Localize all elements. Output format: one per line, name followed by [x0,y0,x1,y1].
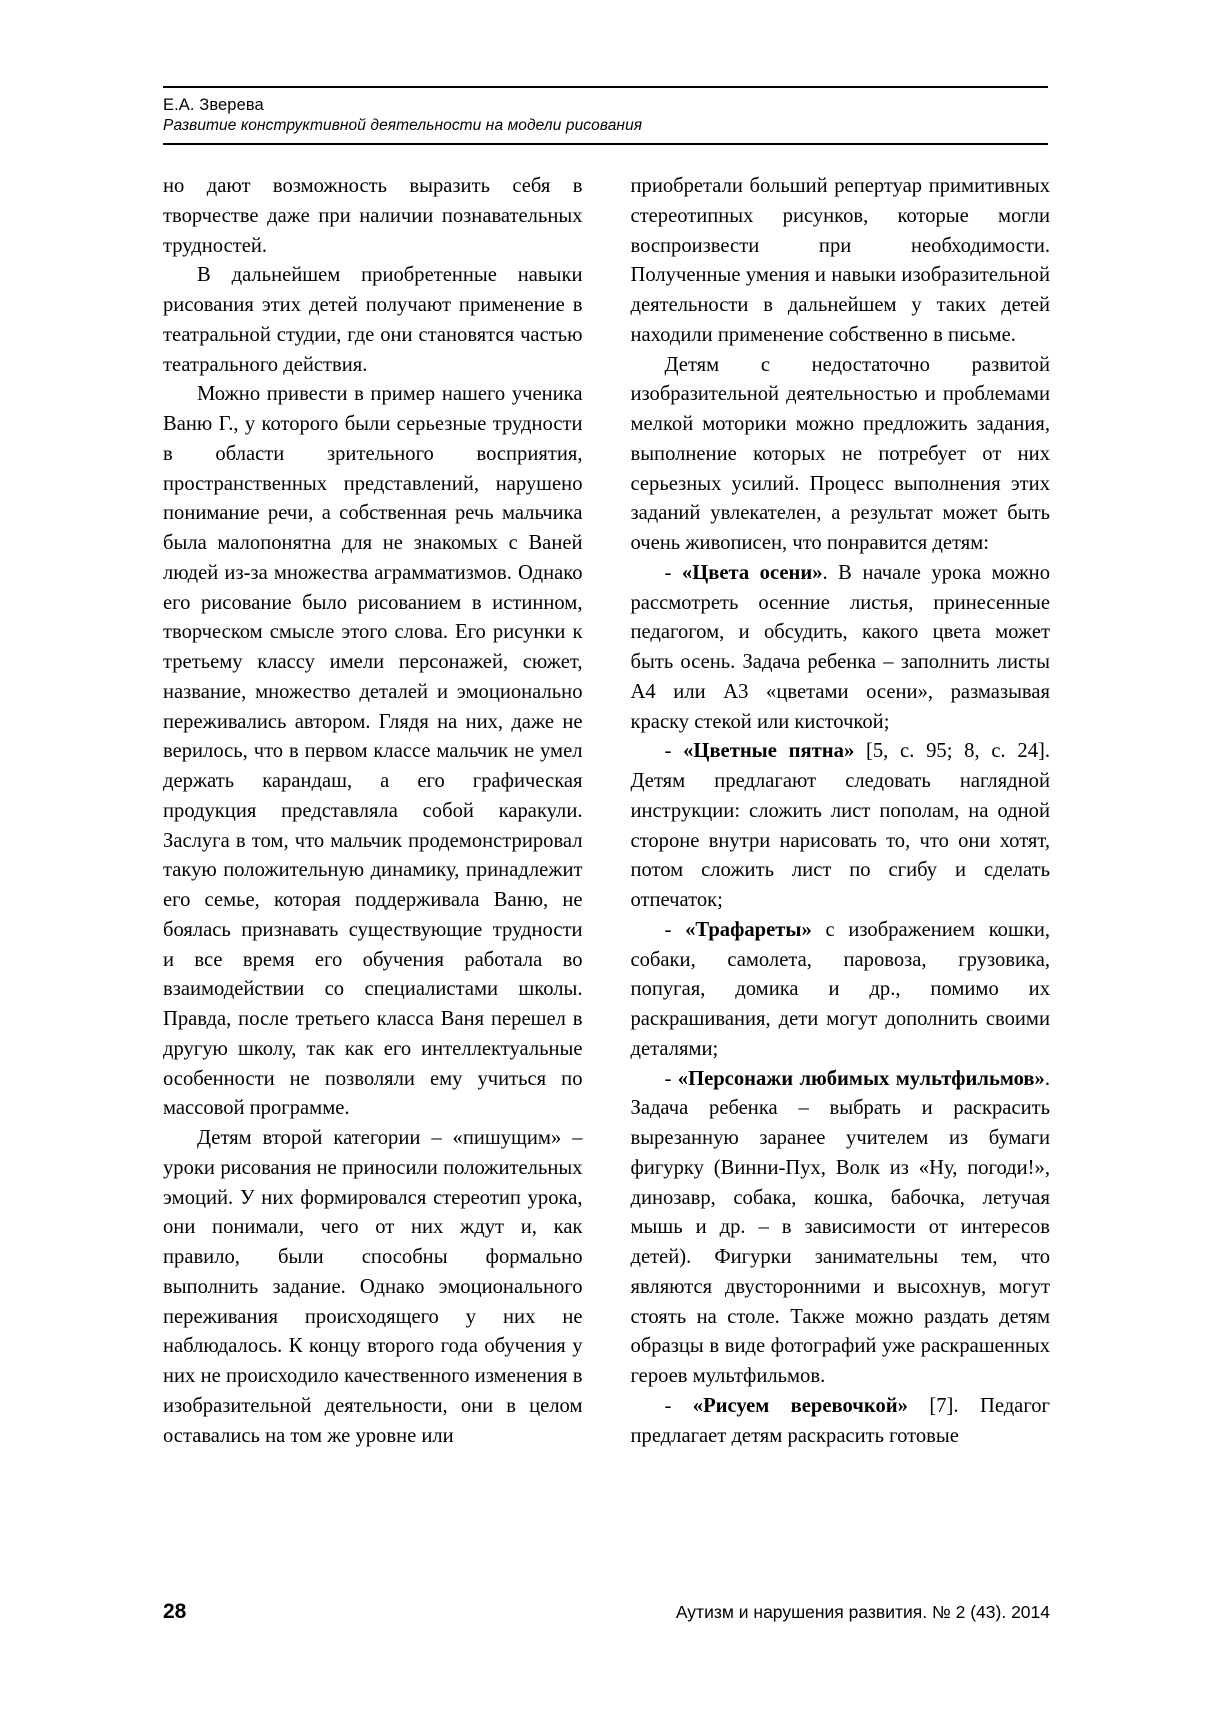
body-columns [163,172,1050,1451]
page-header [163,86,1048,145]
paragraph-text: [5, с. 95; 8, с. 24]. Детям предлагают следовать наглядной инструкции: сложить лист пополам, на одной стороне внутри нарисовать то, что они хотят, потом сложить лист по сгибу и сделать отпечаток; [630,740,1051,911]
paragraph-text: - [664,740,684,763]
page-footer [163,1600,1050,1624]
paragraph-text: - [664,561,682,584]
paragraph: Детям второй категории – «пишущим» – уроки рисования не приносили положительных эмоций. У них формировался стереотип урока, они понимали, чего от них ждут и, как правило, были способны формально выполнить задание. Однако эмоционального переживания происходящего у них не наблюдалось. К концу второго года обучения у них не происходило качественного изменения в изобразительной деятельности, они в целом оставались на том же уровне или [163,1127,583,1447]
header-article-title: Развитие конструктивной деятельности на модели рисования [163,117,643,135]
paragraph-term: «Цвета осени» [681,561,823,584]
paragraph [631,172,1051,351]
paragraph-text: с изображением кошки, собаки, самолета, паровоза, грузовика, попугая, домика и др., помимо их раскрашивания, дети могут дополнить своими деталями; [630,918,1050,1060]
paragraph: В дальнейшем приобретенные навыки рисования этих детей получают применение в театральной студии, где они становятся частью театрального действия. [163,264,583,376]
paragraph-text: - [664,1067,678,1090]
paragraph [631,1065,1051,1392]
column-left [163,172,583,1451]
paragraph-text: . В начале урока можно рассмотреть осенние листья, принесенные педагогом, и обсудить, какого цвета может быть осень. Задача ребенка – заполнить листы А4 или А3 «цветами осени», размазывая краску стекой или кисточкой; [630,561,1051,733]
header-top-rule [163,86,1048,88]
paragraph [631,916,1051,1065]
page-number: 28 [163,1600,187,1623]
paragraph: Можно привести в пример нашего ученика Ваню Г., у которого были серьезные трудности в области зрительного восприятия, пространственных представлений, нарушено понимание речи, а собственная речь мальчика была малопонятна для не знакомых с Ваней людей из-за множества аграмматизмов. Однако его рисование было рисованием в истинном, творческом смысле этого слова. Его рисунки к третьему классу имели персонажей, сюжет, название, множество деталей и эмоционально переживались автором. Глядя на них, даже не верилось, что в первом классе мальчик не умел держать карандаш, а его графическая продукция представляла собой каракули. Заслуга в том, что мальчик продемонстрировал такую положительную динамику, принадлежит его семье, которая поддерживала Ваню, не боялась признавать существующие трудности и все время его обучения работала во взаимодействии со специалистами школы. Правда, после третьего класса Ваня перешел в другую школу, так как его интеллектуальные особенности не позволяли ему учиться по массовой программе. [163,383,583,1120]
paragraph-text: - [664,918,686,941]
paragraph-text: - [664,1394,693,1417]
paragraph-text: [7]. Педагог предлагает детям раскрасить готовые [630,1394,1050,1447]
header-author: Е.А. Зверева [163,96,264,114]
paragraph-term: «Рисуем веревочкой» [692,1394,908,1417]
paragraph-text: . Задача ребенка – выбрать и раскрасить вырезанную заранее учителем из бумаги фигурку (Винни-Пух, Волк из «Ну, погоди!», динозавр, собака, кошка, бабочка, летучая мышь и др. – в зависимости от интересов детей). Фигурки занимательны тем, что являются двусторонними и высохнув, могут стоять на столе. Также можно раздать детям образцы в виде фотографий уже раскрашенных героев мультфильмов. [630,1067,1050,1387]
footer-journal-info: Аутизм и нарушения развития. № 2 (43). 2014 [675,1602,1050,1622]
paragraph [631,559,1051,738]
paragraph [631,737,1051,916]
column-right [631,172,1051,1451]
paragraph: но дают возможность выразить себя в творчестве даже при наличии познавательных трудностей. [163,175,583,257]
paragraph [631,351,1051,559]
paragraph-text: приобретали больший репертуар примитивных стереотипных рисунков, которые могли воспроизвести при необходимости. Полученные умения и навыки изобразительной деятельности в дальнейшем у таких детей находили применение собственно в письме. [630,175,1050,346]
paragraph-term: «Персонажи любимых мультфильмов» [677,1067,1045,1090]
paragraph-term: «Цветные пятна» [683,740,855,763]
paragraph [631,1392,1051,1452]
header-bottom-rule [163,143,1048,145]
paragraph-text: Детям с недостаточно развитой изобразительной деятельностью и проблемами мелкой моторики можно предложить задания, выполнение которых не потребует от них серьезных усилий. Процесс выполнения этих заданий увлекателен, а результат может быть очень живописен, что понравится детям: [630,353,1050,554]
paragraph-term: «Трафареты» [685,918,812,941]
